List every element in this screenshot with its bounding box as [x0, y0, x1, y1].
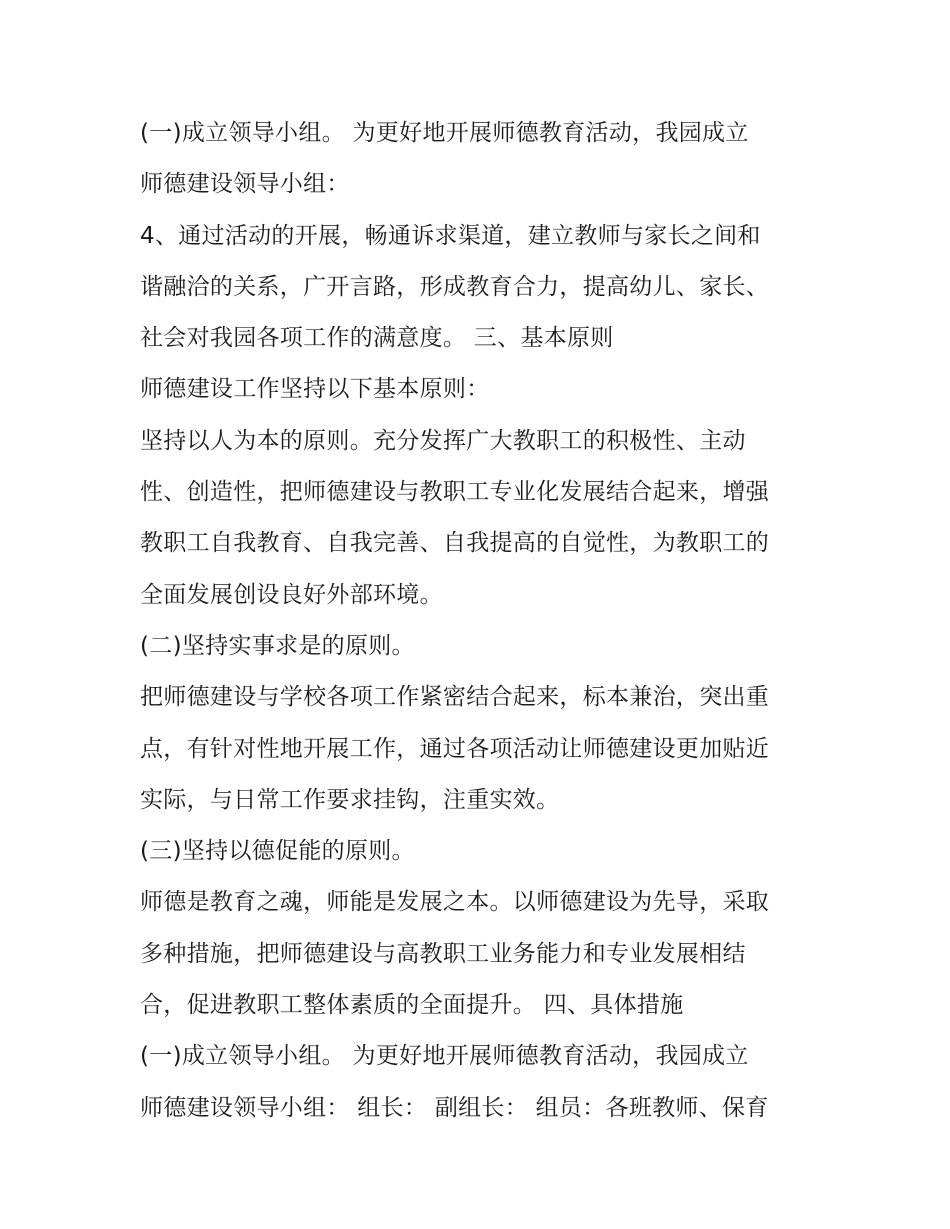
text-line: (二)坚持实事求是的原则。: [140, 632, 415, 659]
text-line: 坚持以人为本的原则。充分发挥广大教职工的积极性、主动: [140, 427, 746, 454]
text-line: 师德建设领导小组：: [140, 171, 350, 198]
text-line: 性、创造性，把师德建设与教职工专业化发展结合起来，增强: [140, 479, 770, 506]
text-line: (三)坚持以德促能的原则。: [140, 838, 415, 865]
text-line: 多种措施，把师德建设与高教职工业务能力和专业发展相结: [140, 940, 746, 967]
text-line: 实际，与日常工作要求挂钩，注重实效。: [140, 786, 560, 813]
text-line: 师德建设工作坚持以下基本原则：: [140, 376, 490, 403]
text-line: 合，促进教职工整体素质的全面提升。 四、具体措施: [140, 992, 684, 1019]
text-line: 把师德建设与学校各项工作紧密结合起来，标本兼治，突出重: [140, 684, 770, 711]
text-line: (一)成立领导小组。 为更好地开展师德教育活动，我园成立: [140, 1043, 749, 1070]
text-line: (一)成立领导小组。 为更好地开展师德教育活动，我园成立: [140, 120, 749, 146]
document-body: [140, 108, 820, 1134]
text-line: 全面发展创设良好外部环境。: [140, 581, 443, 608]
text-line: 师德是教育之魂，师能是发展之本。以师德建设为先导，采取: [140, 889, 770, 916]
text-line: 社会对我园各项工作的满意度。 三、基本原则: [140, 325, 614, 352]
text-line: 教职工自我教育、自我完善、自我提高的自觉性，为教职工的: [140, 530, 770, 557]
text-line: 4、通过活动的开展，畅通诉求渠道，建立教师与家长之间和: [140, 222, 761, 249]
text-line: 师德建设领导小组： 组长： 副组长： 组员：各班教师、保育: [140, 1094, 769, 1121]
text-line: 点，有针对性地开展工作，通过各项活动让师德建设更加贴近: [140, 735, 770, 762]
text-line: 谐融洽的关系，广开言路，形成教育合力，提高幼儿、家长、: [140, 273, 770, 300]
